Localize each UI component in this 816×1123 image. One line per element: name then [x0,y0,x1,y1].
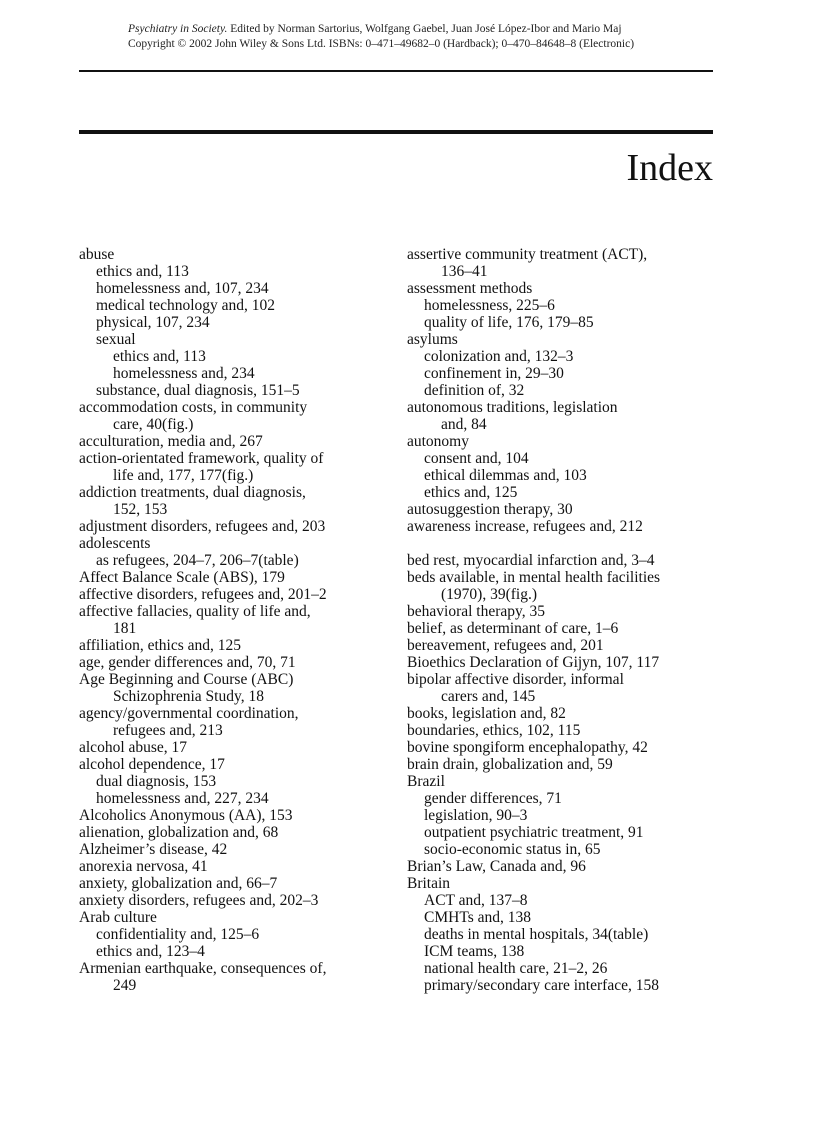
index-entry: autonomy [407,433,469,450]
index-entry: addiction treatments, dual diagnosis, [79,484,306,501]
index-subentry: deaths in mental hospitals, 34(table) [424,926,649,943]
index-subentry: national health care, 21–2, 26 [424,960,608,977]
index-subentry: carers and, 145 [441,688,536,705]
index-subentry: homelessness, 225–6 [424,297,555,314]
index-subentry: homelessness and, 107, 234 [96,280,269,297]
index-subentry: ethical dilemmas and, 103 [424,467,587,484]
header-line-1 [128,22,768,37]
index-entry: autosuggestion therapy, 30 [407,501,573,518]
index-entry: bereavement, refugees and, 201 [407,637,604,654]
index-entry: affiliation, ethics and, 125 [79,637,241,654]
index-entry: abuse [79,246,115,263]
editors: Edited by Norman Sartorius, Wolfgang Gaebel, Juan José López-Ibor and Mario Maj [227,23,622,35]
header-divider [79,70,713,72]
index-entry: agency/governmental coordination, [79,705,299,722]
index-entry: adolescents [79,535,151,552]
index-entry: age, gender differences and, 70, 71 [79,654,296,671]
index-subentry: CMHTs and, 138 [424,909,531,926]
index-column-left [79,246,399,994]
index-entry: asylums [407,331,458,348]
index-entry: assessment methods [407,280,533,297]
index-subentry: homelessness and, 234 [113,365,255,382]
index-subentry: sexual [96,331,136,348]
index-entry: belief, as determinant of care, 1–6 [407,620,619,637]
index-entry: Armenian earthquake, consequences of, [79,960,327,977]
index-subentry: definition of, 32 [424,382,525,399]
index-subentry: 181 [113,620,137,637]
index-entry: adjustment disorders, refugees and, 203 [79,518,326,535]
index-entry: Alzheimer’s disease, 42 [79,841,228,858]
index-entry: action-orientated framework, quality of [79,450,324,467]
index-entry: bovine spongiform encephalopathy, 42 [407,739,648,756]
index-subentry: dual diagnosis, 153 [96,773,217,790]
index-entry: awareness increase, refugees and, 212 [407,518,643,535]
index-subentry: (1970), 39(fig.) [441,586,537,603]
book-title: Psychiatry in Society. [128,23,228,35]
index-subentry: primary/secondary care interface, 158 [424,977,659,994]
index-subentry: life and, 177, 177(fig.) [113,467,254,484]
index-column-right [407,246,737,994]
index-subentry: substance, dual diagnosis, 151–5 [96,382,300,399]
index-entry: accommodation costs, in community [79,399,308,416]
index-entry: anorexia nervosa, 41 [79,858,208,875]
index-entry: anxiety, globalization and, 66–7 [79,875,278,892]
index-subentry: gender differences, 71 [424,790,562,807]
index-entry: alienation, globalization and, 68 [79,824,279,841]
index-entry: affective disorders, refugees and, 201–2 [79,586,327,603]
index-subentry: ethics and, 113 [113,348,206,365]
copyright-header [128,22,768,52]
index-subentry: physical, 107, 234 [96,314,210,331]
index-subentry: confinement in, 29–30 [424,365,564,382]
index-subentry: care, 40(fig.) [113,416,194,433]
index-subentry: colonization and, 132–3 [424,348,574,365]
title-rule [79,130,713,134]
index-subentry: refugees and, 213 [113,722,223,739]
index-subentry: 136–41 [441,263,488,280]
index-entry: beds available, in mental health facilities [407,569,661,586]
index-subentry: 152, 153 [113,501,168,518]
index-entry: alcohol abuse, 17 [79,739,188,756]
index-entry: behavioral therapy, 35 [407,603,546,620]
index-subentry: ethics and, 113 [96,263,189,280]
index-entry: acculturation, media and, 267 [79,433,263,450]
index-subentry: ethics and, 125 [424,484,518,501]
index-entry: Bioethics Declaration of Gijyn, 107, 117 [407,654,660,671]
index-entry: Affect Balance Scale (ABS), 179 [79,569,285,586]
index-subentry: 249 [113,977,137,994]
index-subentry: ACT and, 137–8 [424,892,528,909]
index-subentry: confidentiality and, 125–6 [96,926,260,943]
index-entry: brain drain, globalization and, 59 [407,756,613,773]
index-subentry: quality of life, 176, 179–85 [424,314,594,331]
index-subentry: and, 84 [441,416,487,433]
index-entry: Britain [407,875,451,892]
index-subentry: ICM teams, 138 [424,943,525,960]
index-entry: Brazil [407,773,445,790]
index-entry: Arab culture [79,909,157,926]
index-entry: affective fallacies, quality of life and, [79,603,311,620]
index-subentry: legislation, 90–3 [424,807,528,824]
index-entry: anxiety disorders, refugees and, 202–3 [79,892,319,909]
index-entry: Age Beginning and Course (ABC) [79,671,294,688]
index-subentry: as refugees, 204–7, 206–7(table) [96,552,299,569]
index-entry: autonomous traditions, legislation [407,399,618,416]
index-subentry: socio-economic status in, 65 [424,841,601,858]
index-subentry: outpatient psychiatric treatment, 91 [424,824,644,841]
index-entry: bed rest, myocardial infarction and, 3–4 [407,552,655,569]
section-gap [407,535,737,552]
page-title: Index [626,147,713,189]
index-entry: books, legislation and, 82 [407,705,566,722]
index-entry: boundaries, ethics, 102, 115 [407,722,581,739]
header-line-2: Copyright © 2002 John Wiley & Sons Ltd. ISBNs: 0–471–49682–0 (Hardback); 0–470–84648–8 (Electronic) [128,38,635,50]
index-entry: Brian’s Law, Canada and, 96 [407,858,586,875]
index-entry: Alcoholics Anonymous (AA), 153 [79,807,293,824]
index-entry: bipolar affective disorder, informal [407,671,624,688]
index-subentry: homelessness and, 227, 234 [96,790,269,807]
index-subentry: consent and, 104 [424,450,529,467]
index-subentry: ethics and, 123–4 [96,943,205,960]
index-entry: alcohol dependence, 17 [79,756,225,773]
index-subentry: Schizophrenia Study, 18 [113,688,264,705]
index-subentry: medical technology and, 102 [96,297,276,314]
index-entry: assertive community treatment (ACT), [407,246,648,263]
